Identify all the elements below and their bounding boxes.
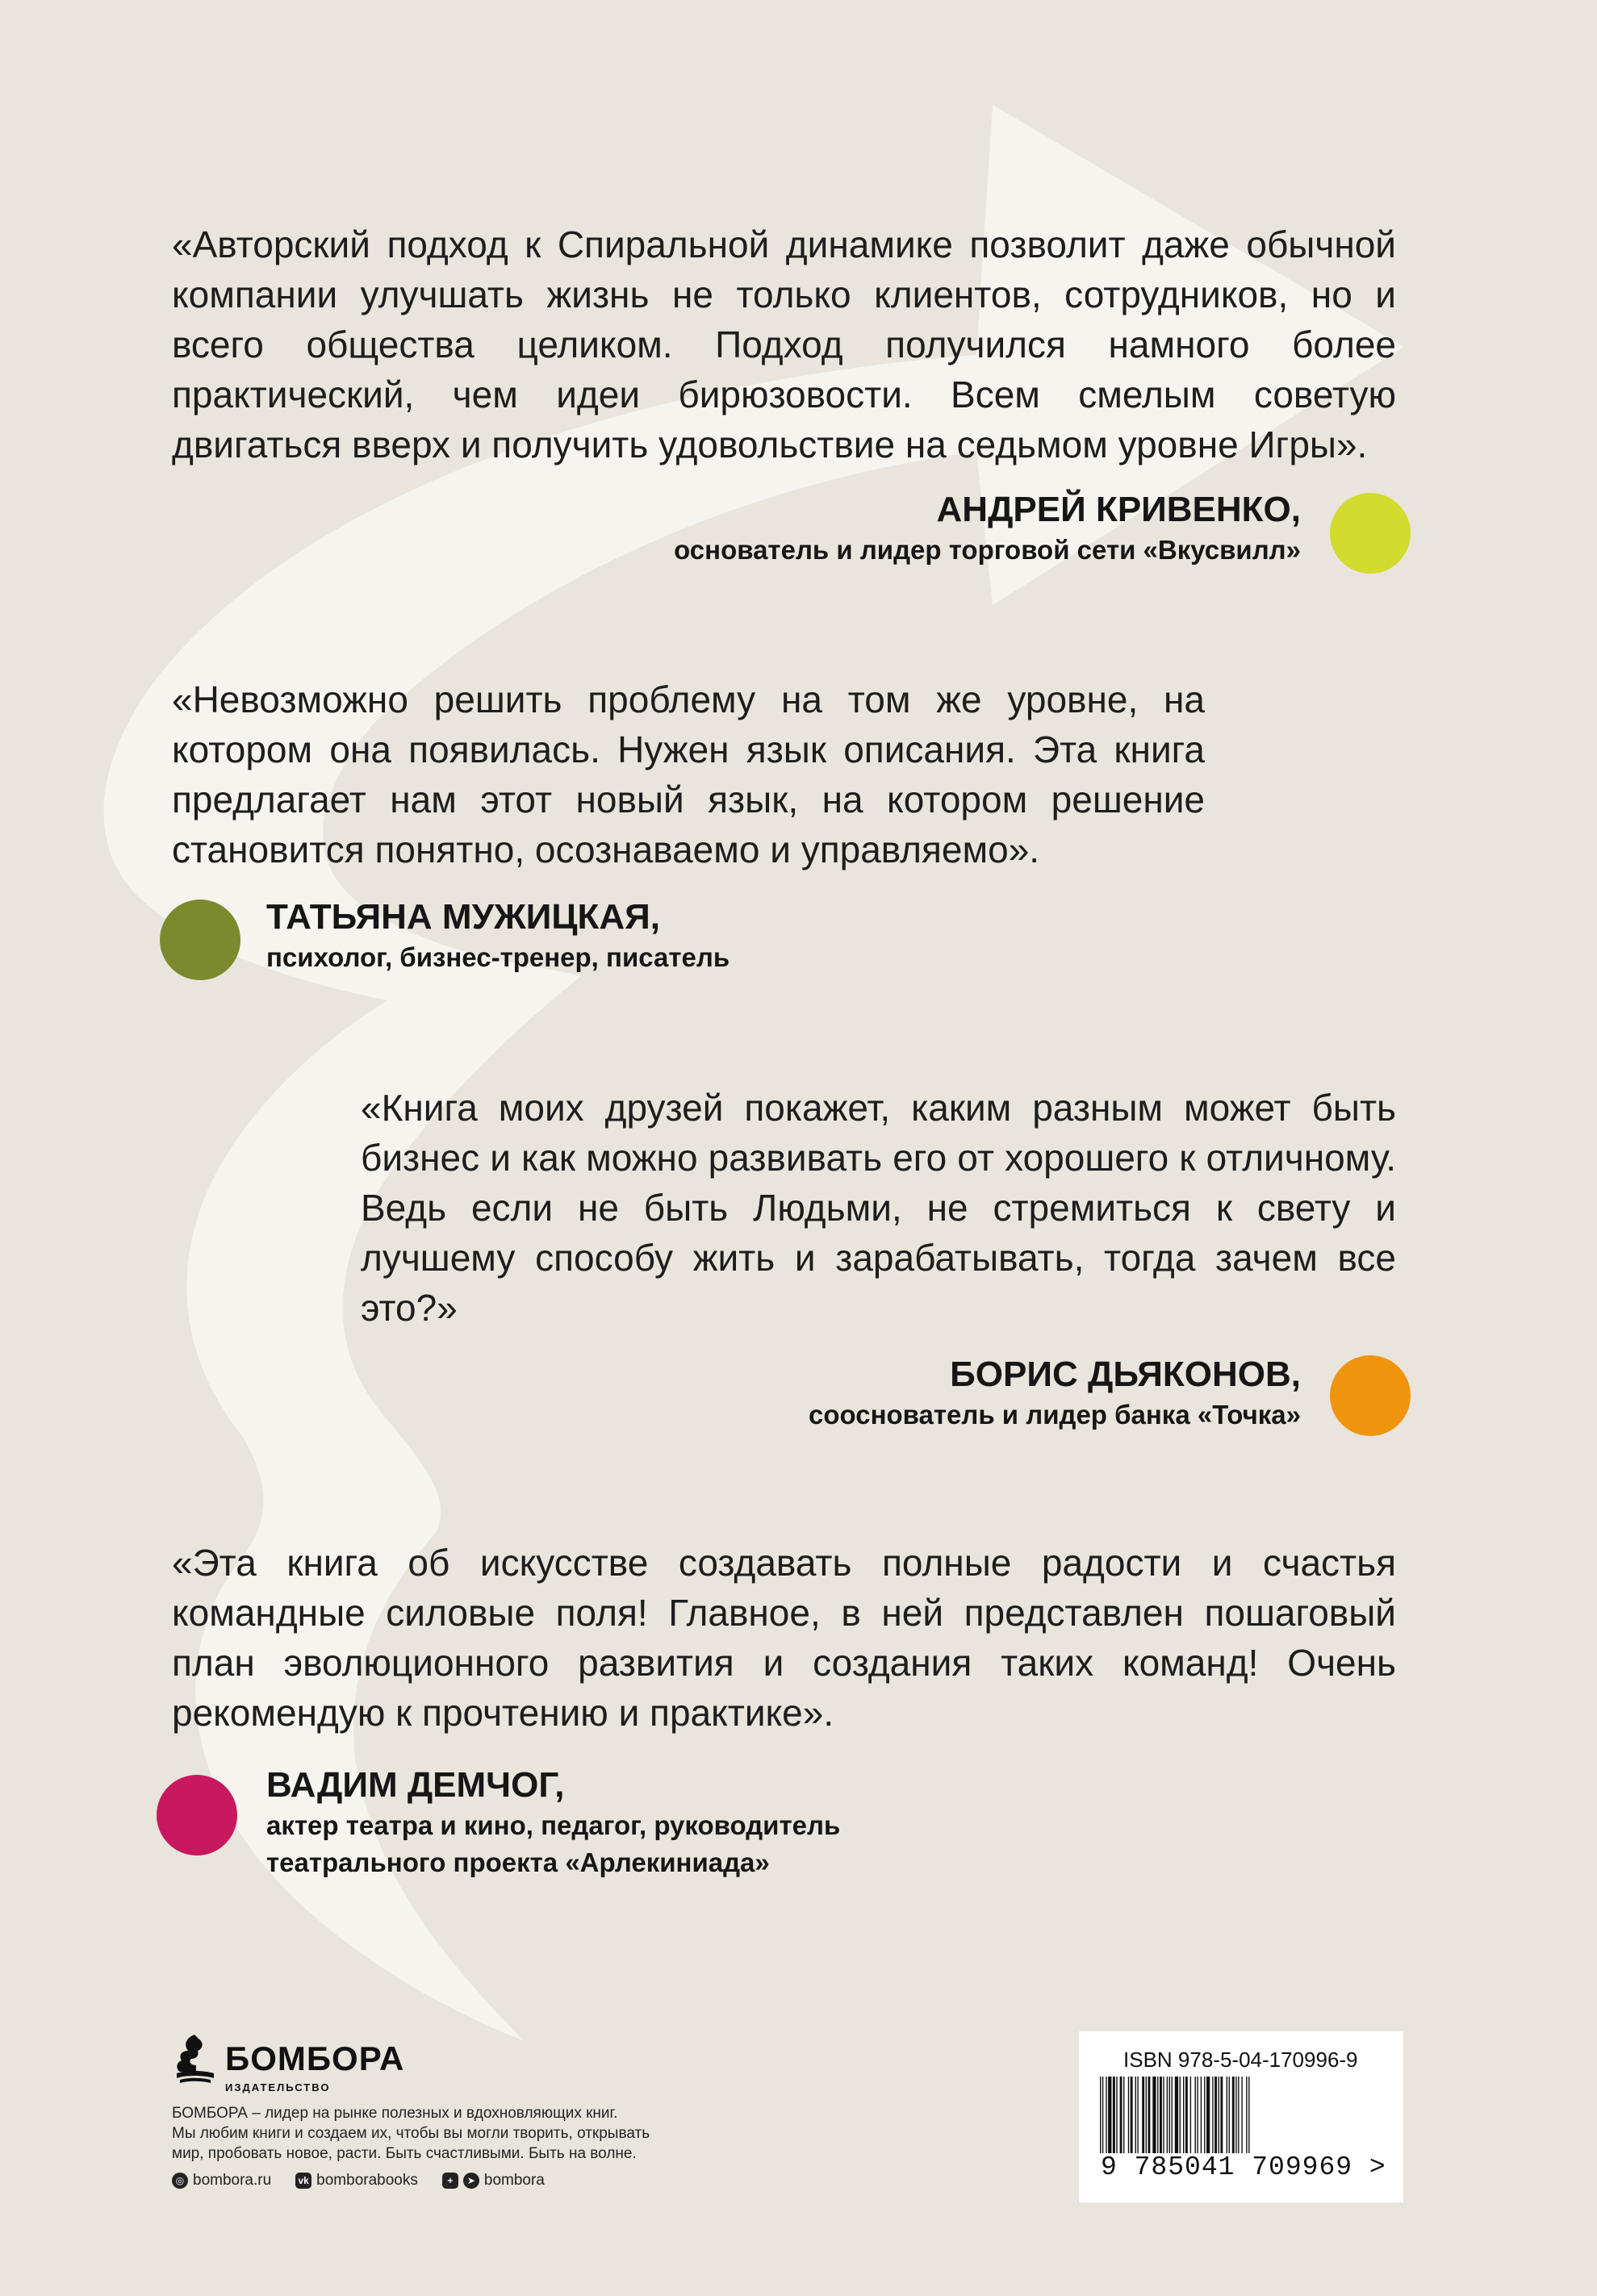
barcode-bar [1163, 2077, 1164, 2153]
barcode-bar [1128, 2077, 1129, 2153]
barcode-bar [1197, 2077, 1198, 2153]
author-name: БОРИС ДЬЯКОНОВ, [950, 1355, 1301, 1394]
barcode-bar [1195, 2077, 1196, 2153]
barcode-bar [1135, 2077, 1136, 2153]
bombora-logo-icon [172, 2033, 217, 2085]
barcode-bar [1167, 2077, 1168, 2153]
barcode-bar [1246, 2077, 1247, 2153]
accent-dot [157, 1775, 237, 1856]
accent-dot [160, 900, 240, 980]
barcode-bar [1113, 2077, 1115, 2153]
barcode-bar [1175, 2077, 1178, 2153]
barcode-bar [1160, 2077, 1162, 2153]
publisher-logo-text: БОМБОРА [225, 2039, 405, 2077]
quote-author [809, 1353, 1301, 1434]
isbn-number: ISBN 978-5-04-170996-9 [1123, 2048, 1358, 2072]
author-role: психолог, бизнес-тренер, писатель [266, 942, 730, 972]
barcode-bar [1108, 2077, 1111, 2153]
quote-author [266, 1764, 840, 1881]
barcode-bar [1241, 2077, 1242, 2153]
barcode-bar [1152, 2077, 1156, 2153]
publisher-description-line: мир, пробовать новое, расти. Быть счастливыми. Быть на волне. [172, 2145, 637, 2162]
vk-icon: vk [295, 2173, 311, 2189]
barcode-bar [1142, 2077, 1144, 2153]
barcode-bar [1201, 2077, 1202, 2153]
author-role-continued: театрального проекта «Арлекиниада» [266, 1847, 770, 1877]
barcode-bar [1206, 2077, 1210, 2153]
quote-author [674, 488, 1301, 569]
publisher-logo [172, 2033, 737, 2085]
publisher-description-line: БОМБОРА – лидер на рынке полезных и вдохновляющих книг. [172, 2105, 618, 2122]
barcode-bar [1180, 2077, 1181, 2153]
social-link-vk[interactable] [295, 2172, 418, 2190]
social-label: bombora.ru [193, 2172, 272, 2189]
plus-icon: + [442, 2173, 458, 2189]
publisher-logo-subtitle: ИЗДАТЕЛЬСТВО [225, 2081, 331, 2094]
barcode-bar [1235, 2077, 1236, 2153]
isbn-barcode [1079, 2031, 1403, 2202]
publisher-description-line: Мы любим книги и создаем их, чтобы вы могли творить, открывать [172, 2125, 650, 2142]
social-label: bombora [483, 2172, 545, 2189]
social-link-telegram[interactable] [442, 2172, 545, 2190]
barcode-bar [1185, 2077, 1188, 2153]
quote-text: «Невозможно решить проблему на том же уровне, на котором она появилась. Нужен язык описания. Эта книга предлагает нам этот новый язык, на котором решение становится понятно, осознаваемо и управляемо». [172, 678, 1205, 870]
barcode-bar [1116, 2077, 1117, 2153]
barcode-bar [1172, 2077, 1173, 2153]
author-role: актер театра и кино, педагог, руководитель [266, 1810, 841, 1840]
quote-author [266, 895, 730, 976]
barcode-bar [1120, 2077, 1122, 2153]
author-role: основатель и лидер торговой сети «Вкусвилл» [674, 535, 1301, 565]
barcode-bar [1204, 2077, 1205, 2153]
publisher-description [172, 2103, 729, 2164]
social-links [172, 2172, 737, 2190]
barcode-bar [1248, 2077, 1249, 2153]
quote-text: «Эта книга об искусстве создавать полные радости и счастья командные силовые поля! Главное, в ней представлен пошаговый план эволюционного развития и создания таких команд! Очень рекомендую к прочтению и практике». [172, 1542, 1396, 1734]
barcode-bar [1137, 2077, 1138, 2153]
barcode-bar [1102, 2077, 1103, 2153]
barcode-bar [1232, 2077, 1235, 2153]
barcode-bar [1169, 2077, 1170, 2153]
barcode-bars [1100, 2077, 1358, 2153]
social-label: bomborabooks [316, 2172, 418, 2189]
accent-dot [1330, 493, 1411, 574]
barcode-bar [1212, 2077, 1213, 2153]
globe-icon: ◎ [172, 2173, 188, 2189]
barcode-bar [1183, 2077, 1184, 2153]
barcode-bar [1214, 2077, 1217, 2153]
barcode-bar [1220, 2077, 1223, 2153]
author-role: сооснователь и лидер банка «Точка» [808, 1400, 1301, 1430]
barcode-bar [1229, 2077, 1230, 2153]
publisher-block [172, 2033, 737, 2190]
barcode-bar [1146, 2077, 1147, 2153]
author-name: АНДРЕЙ КРИВЕНКО, [936, 490, 1301, 529]
quote-text: «Авторский подход к Спиральной динамике позволит даже обычной компании улучшать жизнь не только клиентов, сотрудников, но и всего общества целиком. Подход получился намного более практический, чем идеи бирюзовости. Всем смелым советую двигаться вверх и получить удовольствие на седьмом уровне Игры». [172, 223, 1396, 465]
barcode-bar [1148, 2077, 1151, 2153]
barcode-bar [1131, 2077, 1133, 2153]
barcode-bar [1157, 2077, 1158, 2153]
telegram-icon: ➤ [463, 2173, 479, 2189]
barcode-bar [1238, 2077, 1239, 2153]
author-name: ТАТЬЯНА МУЖИЦКАЯ, [266, 897, 660, 937]
barcode-bar [1100, 2077, 1101, 2153]
quote-text: «Книга моих друзей покажет, каким разным может быть бизнес и как можно развивать его от хорошего к отличному. Ведь если не быть Людьми, не стремиться к свету и лучшему способу жить и зарабатывать, тогда зачем все это?» [361, 1087, 1396, 1329]
barcode-digits: 9 785041 709969 > [1101, 2152, 1386, 2182]
accent-dot [1330, 1355, 1411, 1436]
barcode-bar [1123, 2077, 1124, 2153]
author-name: ВАДИМ ДЕМЧОГ, [266, 1765, 565, 1805]
barcode-bar [1190, 2077, 1191, 2153]
social-link-website[interactable] [172, 2172, 271, 2190]
